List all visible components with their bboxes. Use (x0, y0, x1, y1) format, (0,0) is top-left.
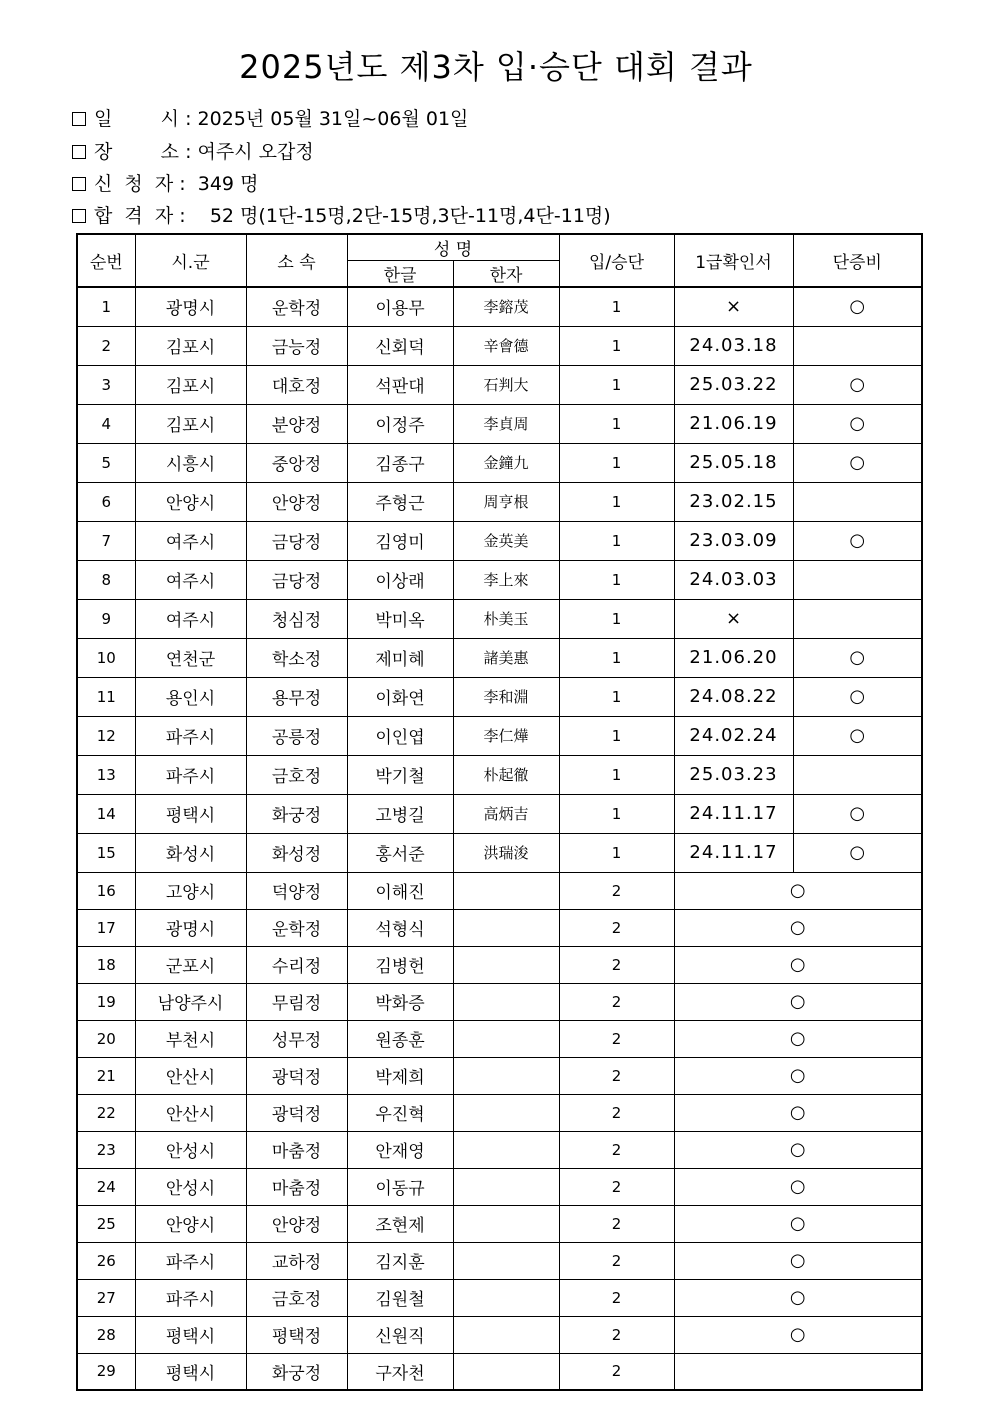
cell-city: 김포시 (135, 326, 246, 365)
cell-dan: 2 (559, 1020, 674, 1057)
cell-no: 1 (77, 287, 135, 326)
cell-dan: 2 (559, 1242, 674, 1279)
table-row (77, 1094, 922, 1131)
cell-city: 군포시 (135, 946, 246, 983)
cell-dan: 1 (559, 521, 674, 560)
cell-club: 운학정 (246, 287, 347, 326)
cell-no: 23 (77, 1131, 135, 1168)
page-title: 2025년도 제3차 입·승단 대회 결과 (239, 48, 753, 86)
cell-city: 김포시 (135, 365, 246, 404)
cell-hangul: 김지훈 (347, 1242, 453, 1279)
cell-city: 평택시 (135, 1353, 246, 1390)
info-applicants-value: 349 명 (191, 173, 259, 195)
cell-hanja: 周亨根 (453, 482, 559, 521)
cell-hangul: 김원철 (347, 1279, 453, 1316)
table-row (77, 1353, 922, 1390)
cell-hanja: 李和淵 (453, 677, 559, 716)
cell-dan: 1 (559, 638, 674, 677)
cell-dan: 2 (559, 1353, 674, 1390)
cell-hanja (453, 1279, 559, 1316)
cell-no: 17 (77, 909, 135, 946)
info-passed: 합 격 자 : 52 명(1단-15명,2단-15명,3단-11명,4단-11명) (72, 201, 611, 228)
cell-no: 29 (77, 1353, 135, 1390)
table-row (77, 1020, 922, 1057)
table-row (77, 1242, 922, 1279)
cell-fee: ○ (793, 677, 922, 716)
cell-hanja: 李仁燁 (453, 716, 559, 755)
cell-fee (793, 599, 922, 638)
cell-city: 평택시 (135, 794, 246, 833)
cell-city: 파주시 (135, 1279, 246, 1316)
cell-cert: 24.08.22 (674, 677, 793, 716)
cell-no: 19 (77, 983, 135, 1020)
cell-club: 중앙정 (246, 443, 347, 482)
cell-hanja (453, 1353, 559, 1390)
cell-hangul: 김영미 (347, 521, 453, 560)
cell-city: 안성시 (135, 1168, 246, 1205)
cell-merged: ○ (674, 1316, 922, 1353)
cell-dan: 2 (559, 1131, 674, 1168)
cell-fee: ○ (793, 404, 922, 443)
cell-hanja (453, 1094, 559, 1131)
cell-fee (793, 755, 922, 794)
cell-dan: 1 (559, 404, 674, 443)
cell-hanja (453, 1057, 559, 1094)
info-passed-value: 52 명(1단-15명,2단-15명,3단-11명,4단-11명) (191, 205, 611, 227)
cell-hanja: 諸美惠 (453, 638, 559, 677)
cell-cert: × (674, 599, 793, 638)
cell-merged: ○ (674, 1057, 922, 1094)
cell-city: 안성시 (135, 1131, 246, 1168)
cell-hanja (453, 946, 559, 983)
table-row (77, 482, 922, 521)
header-dan: 입/승단 (559, 234, 674, 287)
cell-no: 16 (77, 872, 135, 909)
cell-club: 분양정 (246, 404, 347, 443)
cell-hangul: 신회덕 (347, 326, 453, 365)
cell-club: 덕양정 (246, 872, 347, 909)
cell-club: 화성정 (246, 833, 347, 872)
cell-club: 대호정 (246, 365, 347, 404)
cell-city: 안양시 (135, 482, 246, 521)
cell-city: 안산시 (135, 1094, 246, 1131)
cell-merged: ○ (674, 1242, 922, 1279)
info-place-value: 여주시 오갑정 (197, 141, 314, 163)
cell-hanja (453, 1020, 559, 1057)
cell-dan: 1 (559, 560, 674, 599)
cell-dan: 1 (559, 599, 674, 638)
cell-hanja (453, 909, 559, 946)
cell-club: 금호정 (246, 755, 347, 794)
cell-city: 남양주시 (135, 983, 246, 1020)
cell-no: 15 (77, 833, 135, 872)
cell-no: 3 (77, 365, 135, 404)
cell-hanja (453, 983, 559, 1020)
cell-city: 여주시 (135, 560, 246, 599)
cell-hanja: 李鎔茂 (453, 287, 559, 326)
cell-club: 성무정 (246, 1020, 347, 1057)
cell-fee: ○ (793, 638, 922, 677)
cell-hanja: 金英美 (453, 521, 559, 560)
cell-no: 14 (77, 794, 135, 833)
cell-club: 화궁정 (246, 794, 347, 833)
cell-hanja: 朴起徹 (453, 755, 559, 794)
table-row (77, 521, 922, 560)
cell-no: 21 (77, 1057, 135, 1094)
cell-hangul: 안재영 (347, 1131, 453, 1168)
checkbox-icon (72, 177, 86, 191)
cell-hangul: 박기철 (347, 755, 453, 794)
cell-hanja: 洪瑞浚 (453, 833, 559, 872)
cell-hanja: 李上來 (453, 560, 559, 599)
cell-dan: 1 (559, 833, 674, 872)
cell-no: 11 (77, 677, 135, 716)
info-passed-label: 합 격 자 (94, 205, 174, 227)
cell-club: 마춤정 (246, 1168, 347, 1205)
cell-fee: ○ (793, 794, 922, 833)
cell-cert: 25.03.23 (674, 755, 793, 794)
cell-dan: 2 (559, 1057, 674, 1094)
cell-no: 26 (77, 1242, 135, 1279)
cell-city: 고양시 (135, 872, 246, 909)
cell-city: 화성시 (135, 833, 246, 872)
cell-cert: 24.11.17 (674, 833, 793, 872)
cell-club: 마춤정 (246, 1131, 347, 1168)
cell-hangul: 이용무 (347, 287, 453, 326)
cell-no: 10 (77, 638, 135, 677)
cell-city: 안산시 (135, 1057, 246, 1094)
cell-dan: 2 (559, 1279, 674, 1316)
cell-merged: ○ (674, 909, 922, 946)
cell-hanja (453, 1168, 559, 1205)
cell-fee (793, 326, 922, 365)
cell-hangul: 조현제 (347, 1205, 453, 1242)
info-date-label: 일 시 (94, 108, 180, 130)
cell-hangul: 원종훈 (347, 1020, 453, 1057)
cell-city: 평택시 (135, 1316, 246, 1353)
cell-cert: 24.02.24 (674, 716, 793, 755)
cell-city: 연천군 (135, 638, 246, 677)
cell-hanja (453, 872, 559, 909)
cell-hangul: 신원직 (347, 1316, 453, 1353)
cell-hangul: 이정주 (347, 404, 453, 443)
cell-no: 5 (77, 443, 135, 482)
header-fee: 단증비 (793, 234, 922, 287)
cell-dan: 2 (559, 946, 674, 983)
cell-cert: 24.11.17 (674, 794, 793, 833)
cell-hanja (453, 1316, 559, 1353)
table-row (77, 404, 922, 443)
cell-dan: 1 (559, 794, 674, 833)
cell-dan: 2 (559, 1205, 674, 1242)
cell-fee: ○ (793, 521, 922, 560)
cell-hanja: 高炳吉 (453, 794, 559, 833)
cell-city: 안양시 (135, 1205, 246, 1242)
table-row (77, 909, 922, 946)
cell-club: 평택정 (246, 1316, 347, 1353)
cell-merged: ○ (674, 1020, 922, 1057)
cell-club: 광덕정 (246, 1094, 347, 1131)
info-place-label: 장 소 (94, 141, 180, 163)
table-row (77, 677, 922, 716)
cell-hangul: 이상래 (347, 560, 453, 599)
cell-fee: ○ (793, 716, 922, 755)
table-row (77, 983, 922, 1020)
cell-club: 운학정 (246, 909, 347, 946)
cell-city: 광명시 (135, 287, 246, 326)
cell-dan: 1 (559, 287, 674, 326)
cell-dan: 1 (559, 443, 674, 482)
cell-hangul: 제미혜 (347, 638, 453, 677)
cell-no: 27 (77, 1279, 135, 1316)
cell-no: 13 (77, 755, 135, 794)
cell-hangul: 이인엽 (347, 716, 453, 755)
cell-hanja (453, 1131, 559, 1168)
cell-dan: 2 (559, 1168, 674, 1205)
cell-dan: 1 (559, 482, 674, 521)
cell-merged: ○ (674, 1168, 922, 1205)
cell-no: 4 (77, 404, 135, 443)
cell-hangul: 홍서준 (347, 833, 453, 872)
cell-dan: 2 (559, 1316, 674, 1353)
cell-hangul: 이화연 (347, 677, 453, 716)
cell-dan: 1 (559, 716, 674, 755)
table-row (77, 326, 922, 365)
cell-merged: ○ (674, 1279, 922, 1316)
cell-cert: 21.06.19 (674, 404, 793, 443)
cell-hangul: 박미옥 (347, 599, 453, 638)
cell-city: 여주시 (135, 521, 246, 560)
cell-dan: 1 (559, 365, 674, 404)
cell-no: 18 (77, 946, 135, 983)
cell-dan: 2 (559, 1094, 674, 1131)
cell-no: 8 (77, 560, 135, 599)
results-table (76, 233, 923, 1391)
header-hanja: 한자 (453, 261, 559, 288)
cell-hangul: 이동규 (347, 1168, 453, 1205)
cell-club: 금능정 (246, 326, 347, 365)
table-row (77, 833, 922, 872)
cell-dan: 1 (559, 755, 674, 794)
cell-no: 24 (77, 1168, 135, 1205)
cell-merged: ○ (674, 1205, 922, 1242)
cell-no: 25 (77, 1205, 135, 1242)
cell-hangul: 구자천 (347, 1353, 453, 1390)
cell-fee (793, 482, 922, 521)
cell-fee: ○ (793, 287, 922, 326)
cell-cert: 25.03.22 (674, 365, 793, 404)
cell-city: 광명시 (135, 909, 246, 946)
cell-city: 파주시 (135, 1242, 246, 1279)
header-no: 순번 (77, 234, 135, 287)
cell-club: 금당정 (246, 521, 347, 560)
header-hangul: 한글 (347, 261, 453, 288)
cell-city: 김포시 (135, 404, 246, 443)
table-row (77, 1057, 922, 1094)
cell-merged: ○ (674, 1131, 922, 1168)
cell-club: 수리정 (246, 946, 347, 983)
cell-merged (674, 1353, 922, 1390)
cell-club: 청심정 (246, 599, 347, 638)
cell-merged: ○ (674, 872, 922, 909)
cell-cert: 24.03.18 (674, 326, 793, 365)
cell-city: 부천시 (135, 1020, 246, 1057)
cell-city: 용인시 (135, 677, 246, 716)
cell-club: 안양정 (246, 1205, 347, 1242)
cell-hangul: 김종구 (347, 443, 453, 482)
table-row (77, 560, 922, 599)
cell-cert: × (674, 287, 793, 326)
cell-club: 용무정 (246, 677, 347, 716)
cell-hanja: 石判大 (453, 365, 559, 404)
table-row (77, 872, 922, 909)
table-row (77, 755, 922, 794)
cell-dan: 2 (559, 872, 674, 909)
cell-club: 학소정 (246, 638, 347, 677)
cell-merged: ○ (674, 946, 922, 983)
table-row (77, 1279, 922, 1316)
cell-club: 금호정 (246, 1279, 347, 1316)
cell-no: 20 (77, 1020, 135, 1057)
cell-hanja (453, 1242, 559, 1279)
cell-no: 22 (77, 1094, 135, 1131)
cell-fee: ○ (793, 443, 922, 482)
cell-club: 광덕정 (246, 1057, 347, 1094)
table-row (77, 716, 922, 755)
table-row (77, 946, 922, 983)
cell-fee: ○ (793, 365, 922, 404)
cell-hanja: 金鐘九 (453, 443, 559, 482)
cell-cert: 21.06.20 (674, 638, 793, 677)
cell-hanja: 朴美玉 (453, 599, 559, 638)
cell-hangul: 우진혁 (347, 1094, 453, 1131)
cell-no: 7 (77, 521, 135, 560)
cell-cert: 24.03.03 (674, 560, 793, 599)
cell-city: 파주시 (135, 755, 246, 794)
cell-club: 교하정 (246, 1242, 347, 1279)
cell-hangul: 김병헌 (347, 946, 453, 983)
cell-club: 화궁정 (246, 1353, 347, 1390)
cell-club: 금당정 (246, 560, 347, 599)
table-row (77, 1168, 922, 1205)
checkbox-icon (72, 209, 86, 223)
cell-merged: ○ (674, 983, 922, 1020)
table-row (77, 443, 922, 482)
cell-club: 안양정 (246, 482, 347, 521)
cell-dan: 2 (559, 983, 674, 1020)
table-row (77, 1131, 922, 1168)
cell-city: 시흥시 (135, 443, 246, 482)
cell-hanja: 辛會德 (453, 326, 559, 365)
cell-dan: 2 (559, 909, 674, 946)
cell-club: 무림정 (246, 983, 347, 1020)
header-cert: 1급확인서 (674, 234, 793, 287)
cell-cert: 25.05.18 (674, 443, 793, 482)
cell-no: 2 (77, 326, 135, 365)
cell-cert: 23.03.09 (674, 521, 793, 560)
cell-no: 9 (77, 599, 135, 638)
checkbox-icon (72, 145, 86, 159)
header-club: 소 속 (246, 234, 347, 287)
info-date: 일 시 : 2025년 05월 31일~06월 01일 (72, 104, 468, 131)
cell-hangul: 박제희 (347, 1057, 453, 1094)
cell-fee: ○ (793, 833, 922, 872)
cell-no: 12 (77, 716, 135, 755)
cell-cert: 23.02.15 (674, 482, 793, 521)
table-row (77, 638, 922, 677)
cell-hanja: 李貞周 (453, 404, 559, 443)
cell-dan: 1 (559, 677, 674, 716)
info-date-value: 2025년 05월 31일~06월 01일 (197, 108, 469, 130)
table-row (77, 599, 922, 638)
cell-hangul: 석형식 (347, 909, 453, 946)
header-name: 성 명 (347, 234, 559, 261)
table-row (77, 1205, 922, 1242)
table-row (77, 365, 922, 404)
info-place: 장 소 : 여주시 오갑정 (72, 137, 314, 164)
table-row (77, 794, 922, 833)
cell-fee (793, 560, 922, 599)
cell-hangul: 주형근 (347, 482, 453, 521)
cell-club: 공릉정 (246, 716, 347, 755)
cell-hangul: 이해진 (347, 872, 453, 909)
table-row (77, 287, 922, 326)
cell-hanja (453, 1205, 559, 1242)
header-city: 시.군 (135, 234, 246, 287)
cell-merged: ○ (674, 1094, 922, 1131)
cell-city: 파주시 (135, 716, 246, 755)
info-applicants-label: 신 청 자 (94, 173, 174, 195)
cell-no: 6 (77, 482, 135, 521)
cell-hangul: 석판대 (347, 365, 453, 404)
cell-hangul: 고병길 (347, 794, 453, 833)
cell-dan: 1 (559, 326, 674, 365)
checkbox-icon (72, 112, 86, 126)
cell-city: 여주시 (135, 599, 246, 638)
cell-hangul: 박화증 (347, 983, 453, 1020)
table-row (77, 1316, 922, 1353)
cell-no: 28 (77, 1316, 135, 1353)
info-applicants: 신 청 자 : 349 명 (72, 169, 258, 196)
